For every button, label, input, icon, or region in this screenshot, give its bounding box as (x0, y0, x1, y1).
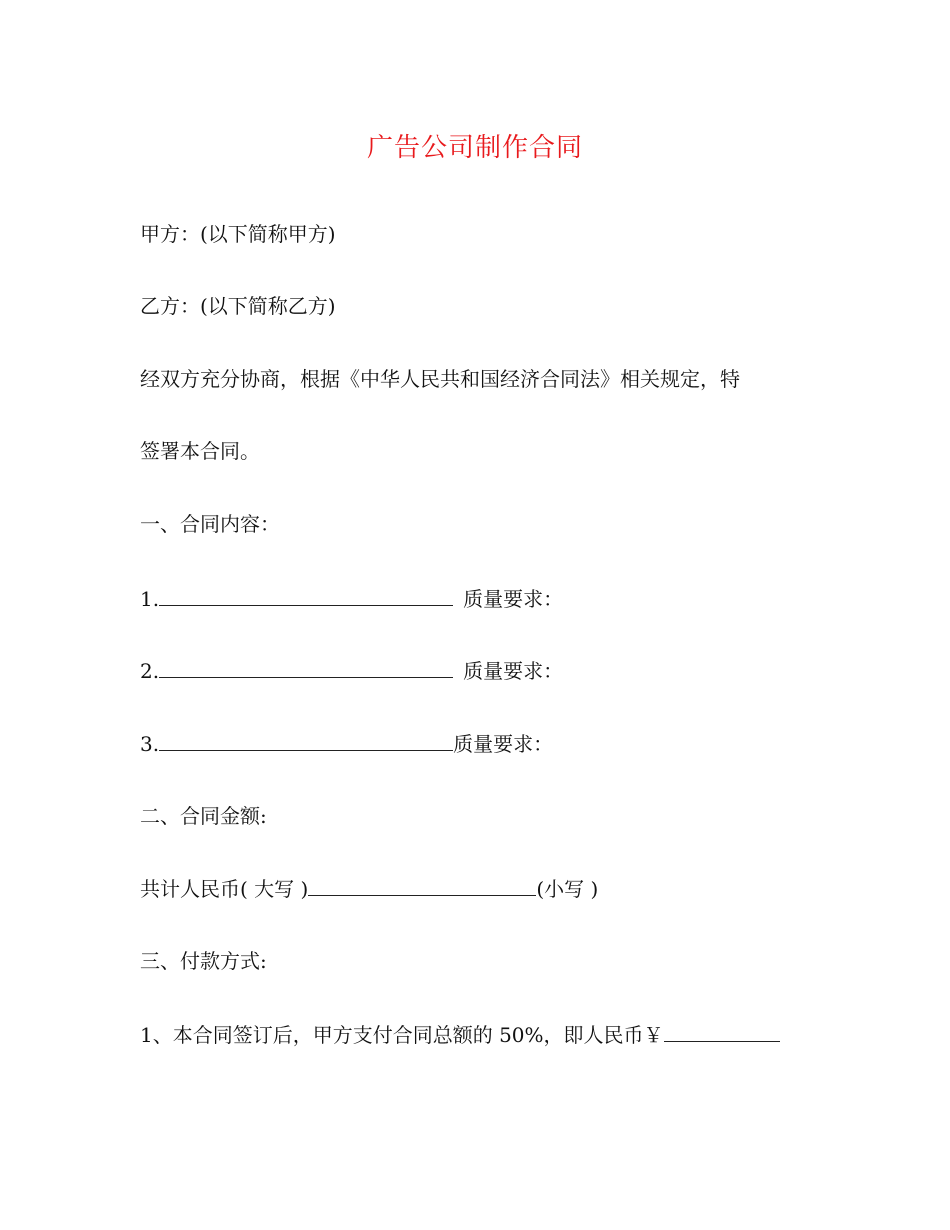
content-item-3-number: 3. (140, 732, 160, 756)
payment-item-1 (140, 1019, 780, 1050)
content-item-2 (140, 655, 563, 686)
payment-item-1-text: 1、本合同签订后，甲方支付合同总额的 50%，即人民币￥ (140, 1023, 664, 1047)
content-item-1-label: 质量要求： (463, 587, 564, 611)
total-amount-line (140, 873, 598, 904)
intro-line-1: 经双方充分协商，根据《中华人民共和国经济合同法》相关规定，特 (140, 367, 740, 391)
content-item-3-label: 质量要求： (453, 732, 554, 756)
section3-heading: 三、付款方式: (140, 949, 267, 973)
section1-heading: 一、合同内容： (140, 512, 280, 536)
payment-item-1-blank (664, 1019, 780, 1042)
party-b-line: 乙方：(以下简称乙方) (140, 294, 336, 318)
intro-line-2: 签署本合同。 (140, 439, 260, 463)
total-amount-blank (308, 873, 536, 896)
contract-title: 广告公司制作合同 (366, 133, 583, 163)
content-item-3-blank (159, 728, 453, 751)
section2-heading: 二、合同金额: (140, 804, 267, 828)
party-a-line: 甲方：(以下简称甲方) (140, 222, 336, 246)
content-item-1 (140, 583, 563, 614)
content-item-2-label: 质量要求： (463, 659, 564, 683)
content-item-2-blank (159, 655, 453, 678)
content-item-1-blank (159, 583, 453, 606)
content-item-1-number: 1. (140, 587, 160, 611)
content-item-3 (140, 728, 553, 759)
content-item-2-number: 2. (140, 659, 160, 683)
total-suffix: (小写 ) (536, 877, 599, 901)
total-prefix: 共计人民币( 大写 ) (140, 877, 309, 901)
